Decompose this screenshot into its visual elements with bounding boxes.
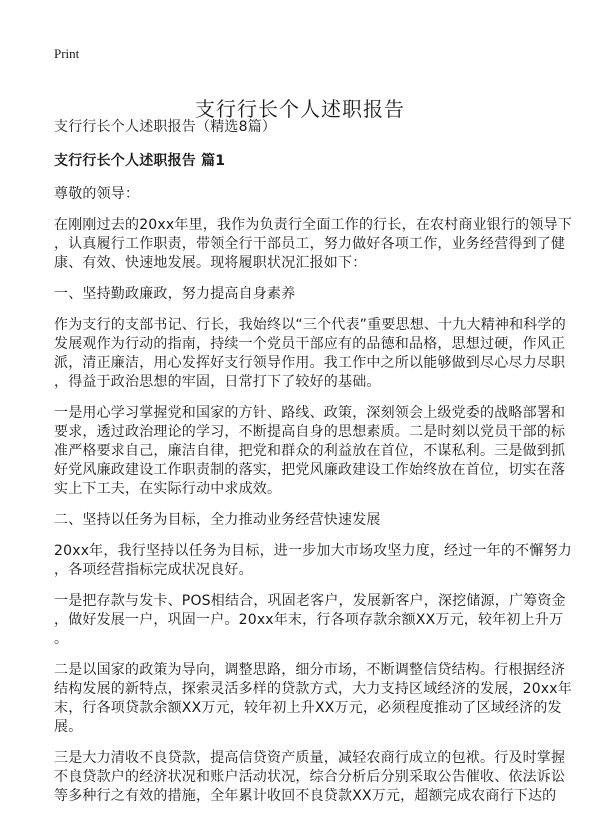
text-line: 等多种行之有效的措施，全年累计收回不良贷款XX万元，超额完成农商行下达的 [54, 788, 557, 804]
text-line: 要求，透过政治理论的学习，不断提高自身的思想素质。二是时刻以党员干部的标 [54, 424, 566, 440]
text-line: 实上下工夫，在实际行动中求成效。 [54, 481, 282, 497]
section-heading [54, 152, 554, 171]
paragraph [54, 316, 566, 392]
text-line: ，各项经营指标完成状况良好。 [54, 562, 253, 578]
text-line: 一是把存款与发卡、POS相结合，巩固老客户，发展新客户，深挖储源，广筹资金 [54, 593, 566, 609]
print-link[interactable]: Print [54, 46, 80, 61]
text-line: ，得益于政治思想的牢固，日常打下了较好的基础。 [54, 374, 381, 390]
text-line: 支行行长个人述职报告 篇1 [54, 153, 226, 169]
text-line: 支行行长个人述职报告（精选8篇） [54, 119, 277, 135]
text-line: 一是用心学习掌握党和国家的方针、路线、政策，深刻领会上级党委的战略部署和 [54, 405, 566, 421]
paragraph [54, 592, 566, 649]
text-line: 三是大力清收不良贷款，提高信贷资产质量，减轻农商行成立的包袱。行及时掌握 [54, 750, 566, 766]
paragraph [54, 285, 554, 304]
paragraph [54, 511, 554, 530]
text-line: 好党风廉政建设工作职责制的落实，把党风廉政建设工作始终放在首位，切实在落 [54, 462, 566, 478]
document-subtitle [54, 118, 554, 137]
text-line: 作为支行的支部书记、行长，我始终以“三个代表”重要思想、十九大精神和科学的 [54, 317, 566, 333]
text-line: 在刚刚过去的20xx年里，我作为负责行全面工作的行长，在农村商业银行的领导下 [54, 217, 572, 233]
text-line: 末，行各项贷款余额XX万元，较年初上升XX万元，必须程度推动了区域经济的发 [54, 700, 562, 716]
paragraph [54, 185, 554, 204]
paragraph [54, 749, 566, 806]
paragraph [54, 216, 572, 273]
paragraph [54, 542, 572, 580]
text-line: 。 [54, 631, 69, 647]
text-line: 20xx年，我行坚持以任务为目标，进一步加大市场攻坚力度，经过一年的不懈努力 [54, 543, 572, 559]
document-body [54, 118, 572, 818]
text-line: 结构发展的新特点，探索灵活多样的贷款方式，大力支持区域经济的发展，20xx年 [54, 681, 572, 697]
text-line: 展。 [54, 719, 83, 735]
text-line: 派，清正廉洁，用心发挥好支行领导作用。我工作中之所以能够做到尽心尽力尽职 [54, 355, 566, 371]
text-line: 一、坚持勤政廉政，努力提高自身素养 [54, 286, 296, 302]
document-title: 支行行长个人述职报告 [195, 97, 405, 122]
text-line: 康、有效、快速地发展。现将履职状况汇报如下： [54, 255, 367, 271]
text-line: 发展观作为行动的指南，持续一个党员干部应有的品德和品格，思想过硬，作风正 [54, 336, 566, 352]
text-line: 二是以国家的政策为导向，调整思路，细分市场，不断调整信贷结构。行根据经济 [54, 662, 566, 678]
paragraph [54, 404, 566, 499]
text-line: 不良贷款户的经济状况和账户活动状况，综合分析后分别采取公告催收、依法诉讼 [54, 769, 566, 785]
text-line: 尊敬的领导： [54, 186, 140, 202]
text-line: 二、坚持以任务为目标，全力推动业务经营快速发展 [54, 512, 381, 528]
paragraph [54, 661, 572, 737]
text-line: ，认真履行工作职责，带领全行干部员工，努力做好各项工作，业务经营得到了健 [54, 236, 566, 252]
text-line: ，做好发展一户，巩固一户。20xx年末，行各项存款余额XX万元，较年初上升万 [54, 612, 564, 628]
text-line: 准严格要求自己，廉洁自律，把党和群众的利益放在首位，不谋私利。三是做到抓 [54, 443, 566, 459]
